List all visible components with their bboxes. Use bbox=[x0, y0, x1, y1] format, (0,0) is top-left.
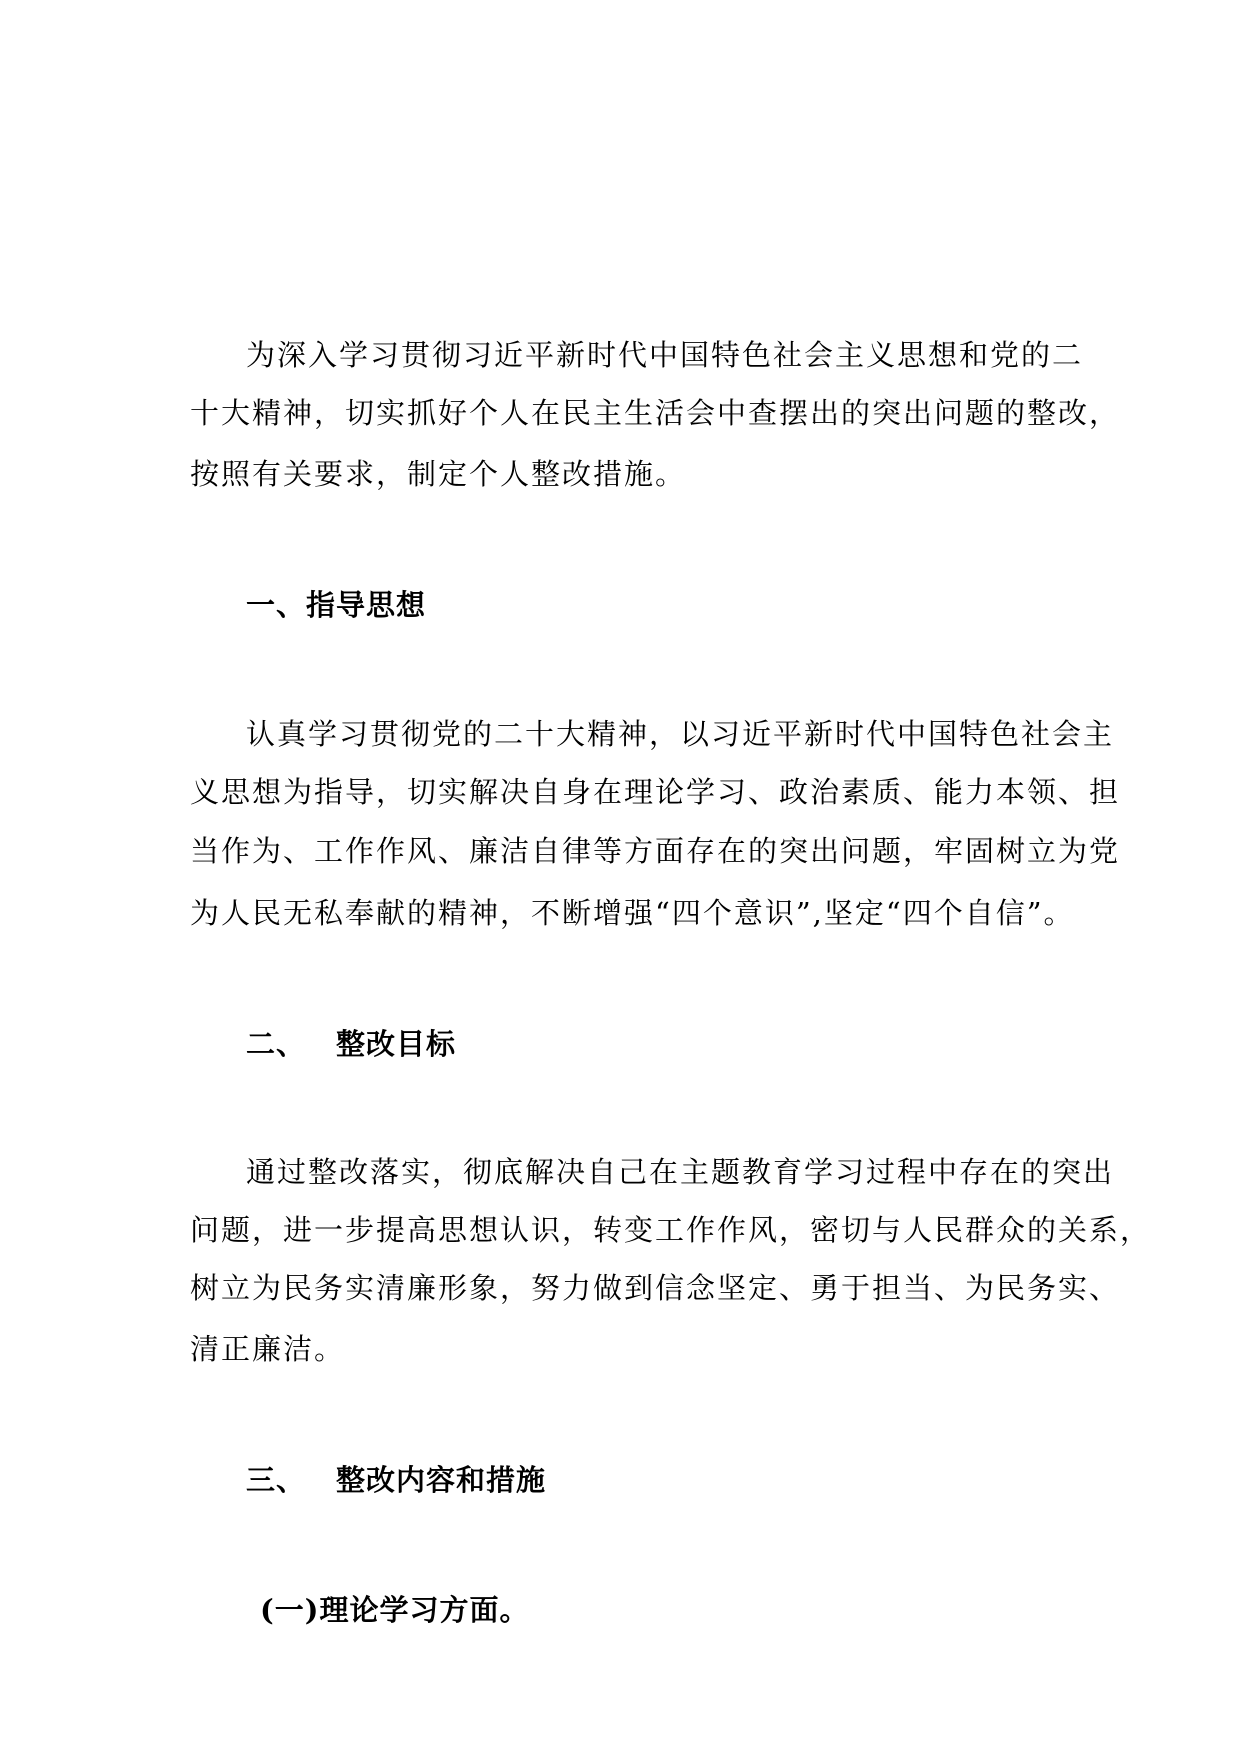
section2-line-1: 通过整改落实，彻底解决自己在主题教育学习过程中存在的突出 bbox=[246, 1155, 1115, 1189]
section2-heading-text: 整改目标 bbox=[336, 1027, 457, 1061]
section3-subheading-1: (一)理论学习方面。 bbox=[260, 1593, 530, 1627]
section2-heading-number: 二、 bbox=[246, 1027, 307, 1061]
intro-line-1: 为深入学习贯彻习近平新时代中国特色社会主义思想和党的二 bbox=[246, 338, 1084, 372]
intro-line-2: 十大精神，切实抓好个人在民主生活会中查摆出的突出问题的整改， bbox=[190, 396, 1121, 430]
section1-line-3: 当作为、工作作风、廉洁自律等方面存在的突出问题，牢固树立为党 bbox=[190, 834, 1121, 868]
section3-heading bbox=[246, 1463, 546, 1497]
section2-line-2: 问题，进一步提高思想认识，转变工作作风，密切与人民群众的关系， bbox=[190, 1213, 1152, 1247]
section2-line-4: 清正廉洁。 bbox=[190, 1332, 346, 1366]
section3-heading-number: 三、 bbox=[246, 1463, 307, 1497]
section1-heading: 一、指导思想 bbox=[246, 588, 427, 622]
section1-line-4: 为人民无私奉献的精神，不断增强“四个意识”,坚定“四个自信”。 bbox=[190, 896, 1075, 930]
intro-line-3: 按照有关要求，制定个人整改措施。 bbox=[190, 457, 687, 491]
section2-heading bbox=[246, 1027, 456, 1061]
section1-line-2: 义思想为指导，切实解决自身在理论学习、政治素质、能力本领、担 bbox=[190, 775, 1121, 809]
section1-line-1: 认真学习贯彻党的二十大精神，以习近平新时代中国特色社会主 bbox=[246, 717, 1115, 751]
section2-line-3: 树立为民务实清廉形象，努力做到信念坚定、勇于担当、为民务实、 bbox=[190, 1271, 1121, 1305]
section3-heading-text: 整改内容和措施 bbox=[336, 1463, 547, 1497]
